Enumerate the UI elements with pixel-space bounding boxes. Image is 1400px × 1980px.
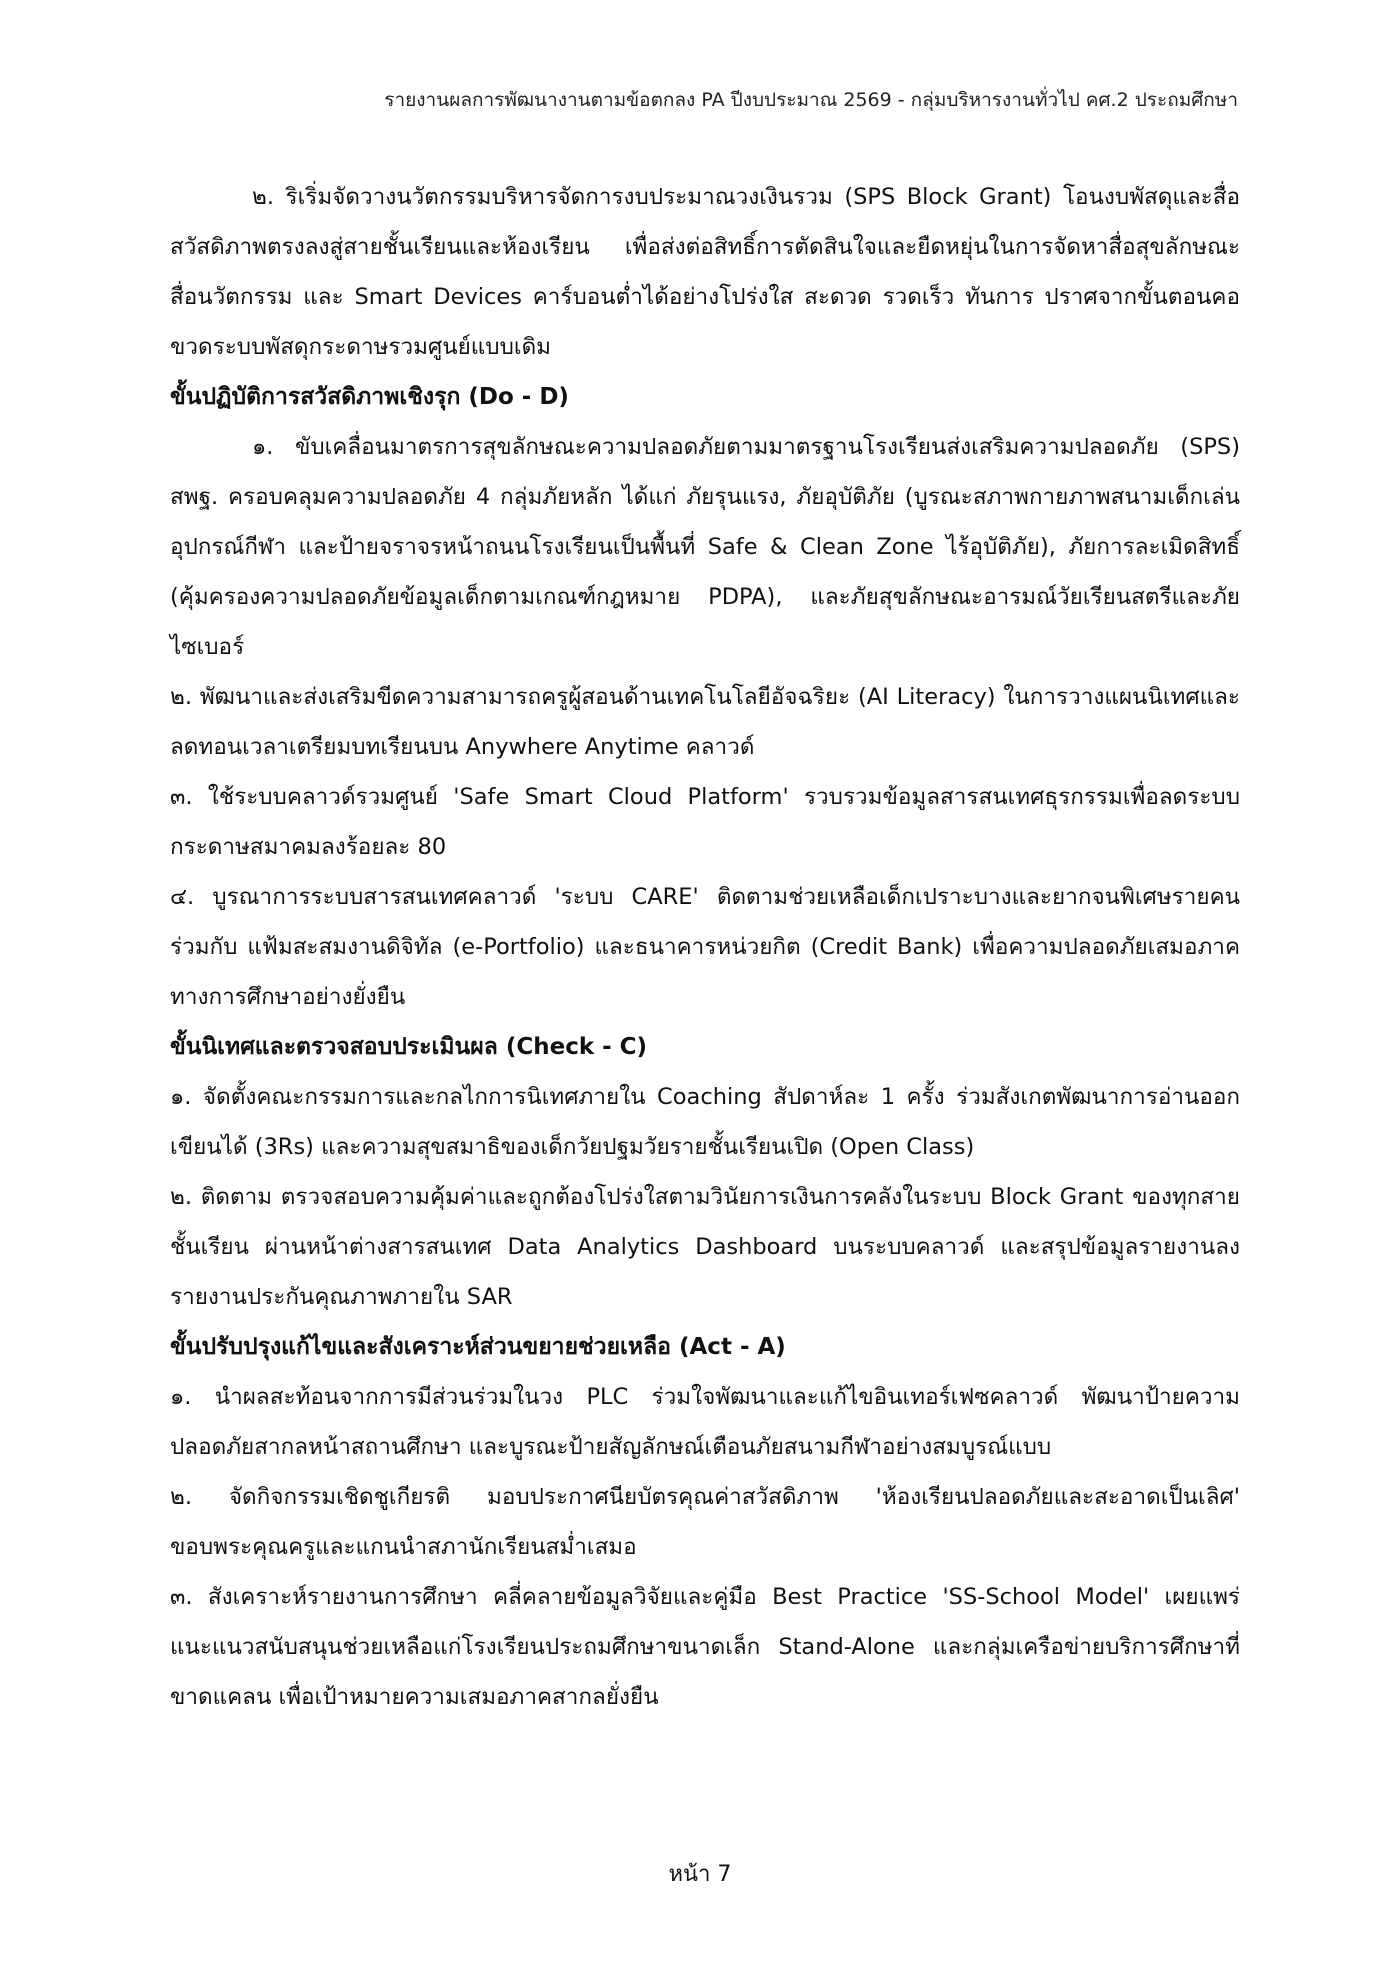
paragraph: ๒. จัดกิจกรรมเชิดชูเกียรติ มอบประกาศนียบัตรคุณค่าสวัสดิภาพ 'ห้องเรียนปลอดภัยและสะอาดเป็นเลิศ' ขอบพระคุณครูและแกนนำสภานักเรียนสม่ำเสมอ — [170, 1484, 1240, 1560]
section-heading-check: ขั้นนิเทศและตรวจสอบประเมินผล (Check - C) — [170, 1034, 648, 1060]
running-header: รายงานผลการพัฒนางานตามข้อตกลง PA ปีงบประมาณ 2569 - กลุ่มบริหารงานทั่วไป คศ.2 ประถมศึกษา — [384, 89, 1238, 111]
page-number: หน้า 7 — [668, 1862, 732, 1887]
paragraph: ๑. จัดตั้งคณะกรรมการและกลไกการนิเทศภายใน Coaching สัปดาห์ละ 1 ครั้ง ร่วมสังเกตพัฒนาการอ่านออกเขียนได้ (3Rs) และความสุขสมาธิของเด็กวัยปฐมวัยรายชั้นเรียนเปิด (Open Class) — [170, 1084, 1240, 1160]
paragraph: ๑. นำผลสะท้อนจากการมีส่วนร่วมในวง PLC ร่วมใจพัฒนาและแก้ไขอินเทอร์เฟซคลาวด์ พัฒนาป้ายความปลอดภัยสากลหน้าสถานศึกษา และบูรณะป้ายสัญลักษณ์เตือนภัยสนามกีฬาอย่างสมบูรณ์แบบ — [170, 1384, 1240, 1460]
paragraph: ๔. บูรณาการระบบสารสนเทศคลาวด์ 'ระบบ CARE' ติดตามช่วยเหลือเด็กเปราะบางและยากจนพิเศษรายคน ร่วมกับ แฟ้มสะสมงานดิจิทัล (e-Portfolio) และธนาคารหน่วยกิต (Credit Bank) เพื่อความปลอดภัยเสมอภาคทางการศึกษาอย่างยั่งยืน — [170, 884, 1240, 1010]
section-heading-do: ขั้นปฏิบัติการสวัสดิภาพเชิงรุก (Do - D) — [170, 384, 569, 410]
paragraph: ๒. พัฒนาและส่งเสริมขีดความสามารถครูผู้สอนด้านเทคโนโลยีอัจฉริยะ (AI Literacy) ในการวางแผนนิเทศและลดทอนเวลาเตรียมบทเรียนบน Anywhere Anytime คลาวด์ — [170, 684, 1240, 760]
section-heading-act: ขั้นปรับปรุงแก้ไขและสังเคราะห์ส่วนขยายช่วยเหลือ (Act - A) — [170, 1334, 786, 1360]
document-body — [170, 172, 1240, 1722]
paragraph: ๒. ริเริ่มจัดวางนวัตกรรมบริหารจัดการงบประมาณวงเงินรวม (SPS Block Grant) โอนงบพัสดุและสื่อสวัสดิภาพตรงลงสู่สายชั้นเรียนและห้องเรียน เพื่อส่งต่อสิทธิ์การตัดสินใจและยืดหยุ่นในการจัดหาสื่อสุขลักษณะ สื่อนวัตกรรม และ Smart Devices คาร์บอนต่ำได้อย่างโปร่งใส สะดวด รวดเร็ว ทันการ ปราศจากขั้นตอนคอขวดระบบพัสดุกระดาษรวมศูนย์แบบเดิม — [170, 184, 1240, 360]
paragraph: ๒. ติดตาม ตรวจสอบความคุ้มค่าและถูกต้องโปร่งใสตามวินัยการเงินการคลังในระบบ Block Grant ของทุกสายชั้นเรียน ผ่านหน้าต่างสารสนเทศ Data Analytics Dashboard บนระบบคลาวด์ และสรุปข้อมูลรายงานลงรายงานประกันคุณภาพภายใน SAR — [170, 1184, 1240, 1310]
paragraph: ๓. สังเคราะห์รายงานการศึกษา คลี่คลายข้อมูลวิจัยและคู่มือ Best Practice 'SS-School Model' เผยแพร่แนะแนวสนับสนุนช่วยเหลือแก่โรงเรียนประถมศึกษาขนาดเล็ก Stand-Alone และกลุ่มเครือข่ายบริการศึกษาที่ขาดแคลน เพื่อเป้าหมายความเสมอภาคสากลยั่งยืน — [170, 1584, 1240, 1710]
paragraph: ๓. ใช้ระบบคลาวด์รวมศูนย์ 'Safe Smart Cloud Platform' รวบรวมข้อมูลสารสนเทศธุรกรรมเพื่อลดระบบกระดาษสมาคมลงร้อยละ 80 — [170, 784, 1240, 860]
paragraph: ๑. ขับเคลื่อนมาตรการสุขลักษณะความปลอดภัยตามมาตรฐานโรงเรียนส่งเสริมความปลอดภัย (SPS) สพฐ. ครอบคลุมความปลอดภัย 4 กลุ่มภัยหลัก ได้แก่ ภัยรุนแรง, ภัยอุบัติภัย (บูรณะสภาพกายภาพสนามเด็กเล่น อุปกรณ์กีฬา และป้ายจราจรหน้าถนนโรงเรียนเป็นพื้นที่ Safe & Clean Zone ไร้อุบัติภัย), ภัยการละเมิดสิทธิ์ (คุ้มครองความปลอดภัยข้อมูลเด็กตามเกณฑ์กฎหมาย PDPA), และภัยสุขลักษณะอารมณ์วัยเรียนสตรีและภัยไซเบอร์ — [170, 434, 1240, 660]
